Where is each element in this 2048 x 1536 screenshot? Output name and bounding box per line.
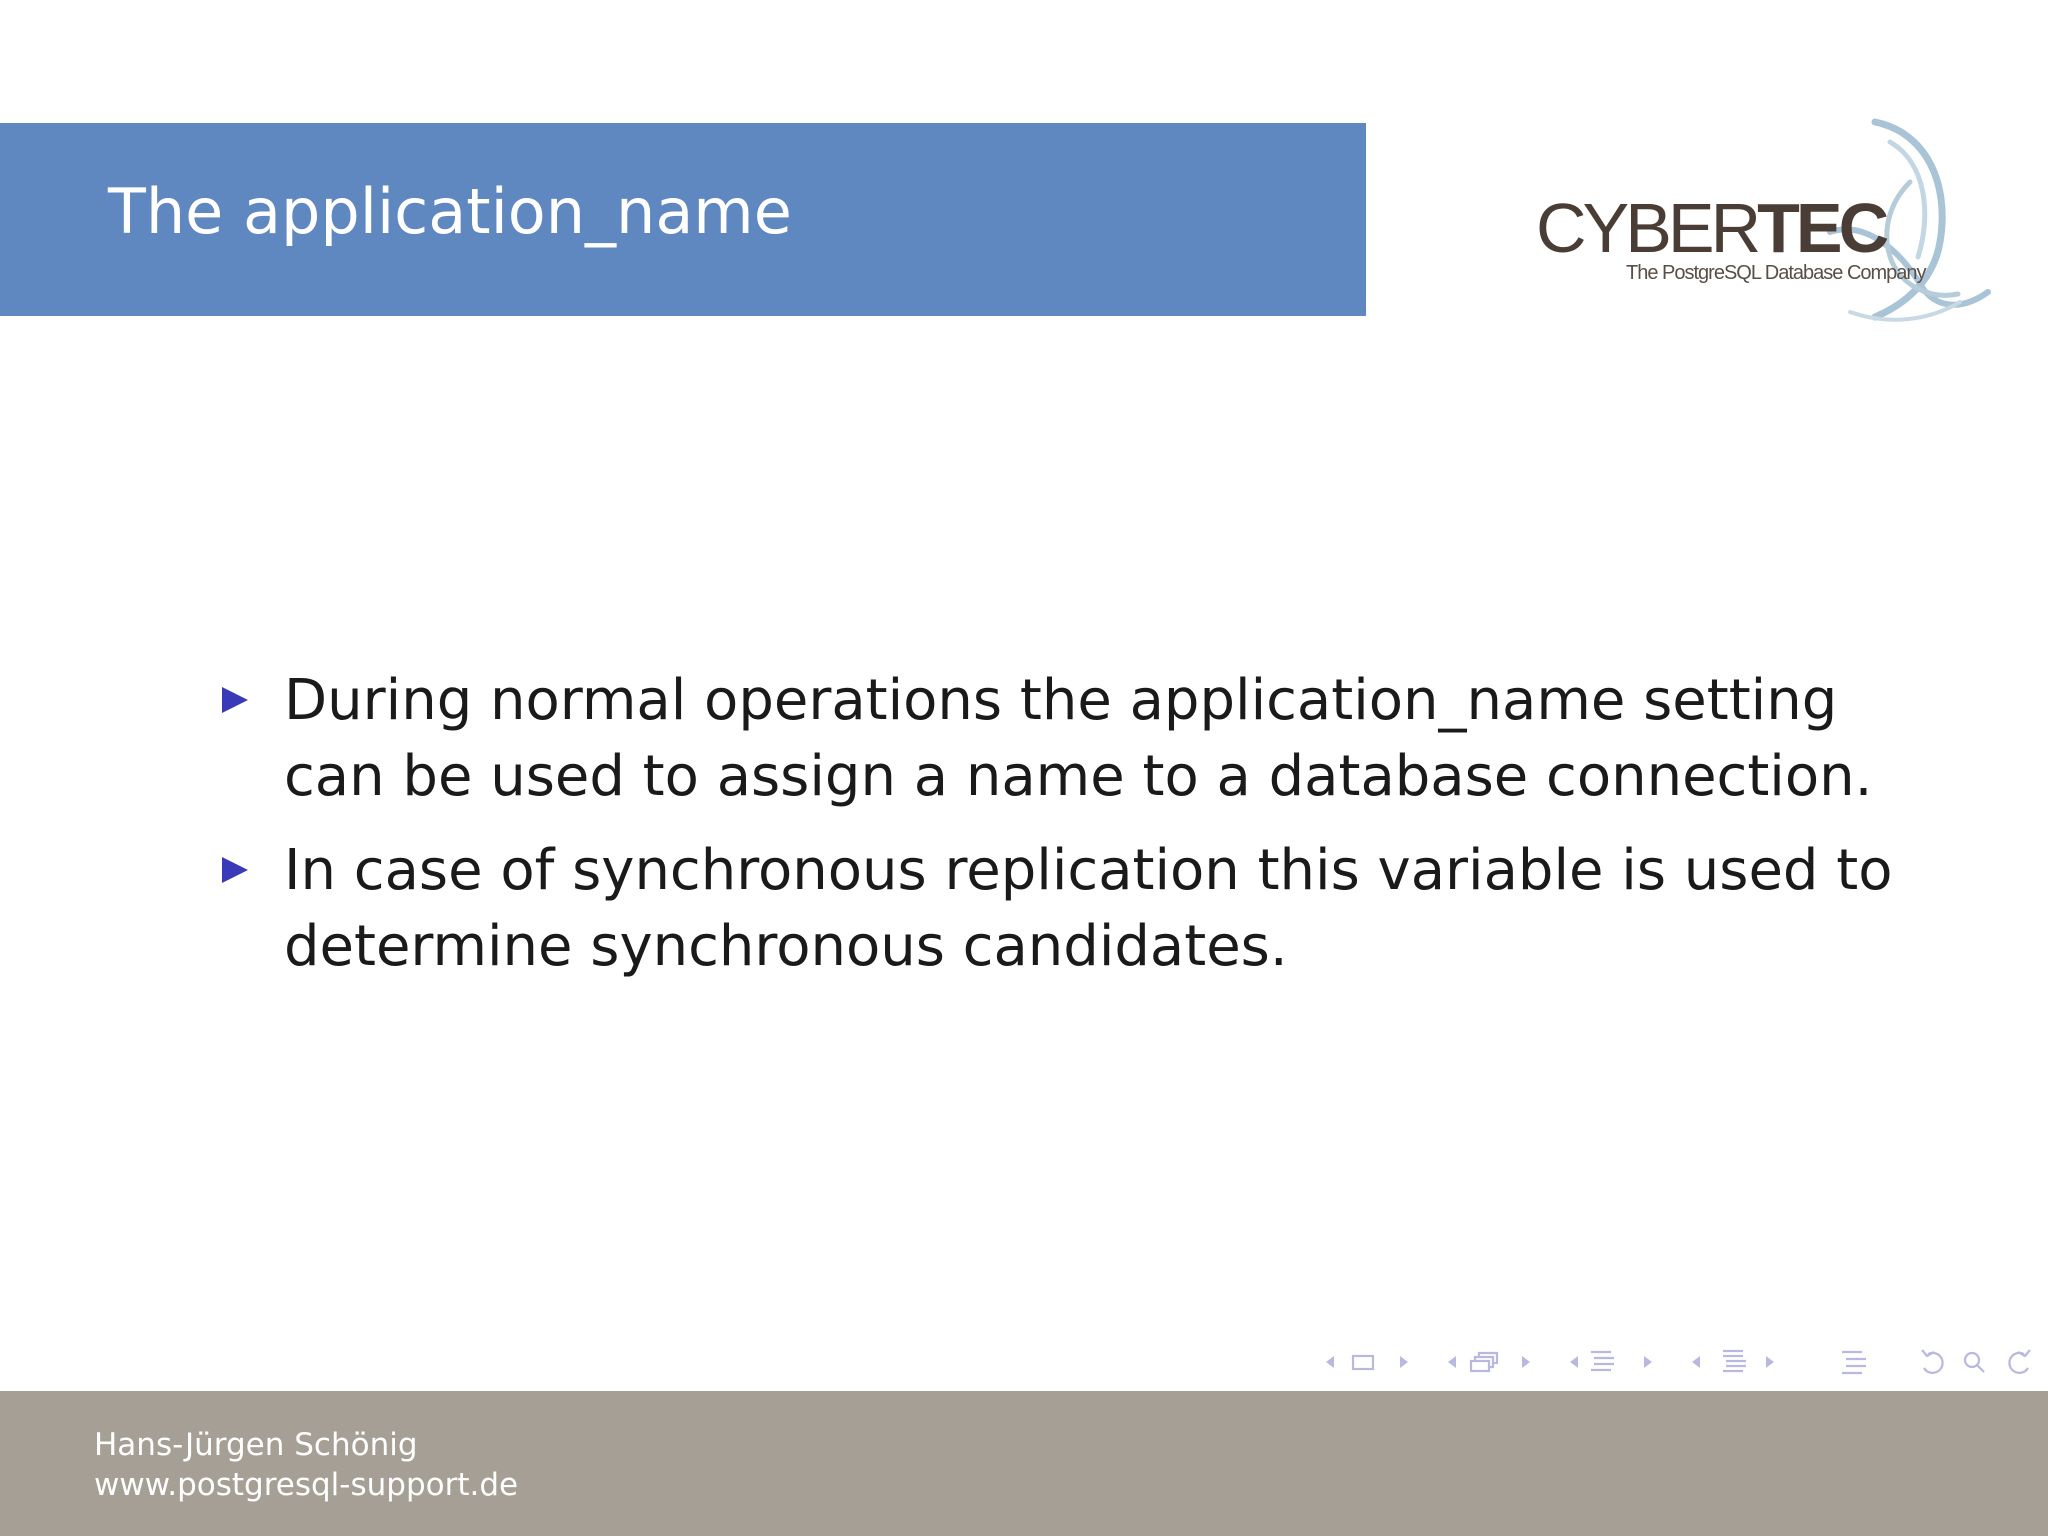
- logo-wordmark: [1536, 188, 1885, 268]
- triangle-bullet-icon: [222, 857, 248, 883]
- next-frame-arrow-icon[interactable]: [1400, 1356, 1408, 1368]
- triangle-bullet-icon: [222, 687, 248, 713]
- prev-subsection-arrow-icon[interactable]: [1448, 1356, 1456, 1368]
- bullet-list: [220, 663, 1900, 1003]
- next-document-arrow-icon[interactable]: [1766, 1356, 1774, 1368]
- outline-icon[interactable]: [1842, 1352, 1866, 1373]
- footer-author: Hans-Jürgen Schönig: [94, 1427, 418, 1463]
- next-subsection-arrow-icon[interactable]: [1522, 1356, 1530, 1368]
- logo-word-bold: TEC: [1757, 189, 1886, 267]
- cybertec-logo: [1530, 112, 2000, 332]
- prev-frame-arrow-icon[interactable]: [1326, 1356, 1334, 1368]
- forward-icon[interactable]: [2009, 1350, 2030, 1373]
- prev-document-arrow-icon[interactable]: [1692, 1356, 1700, 1368]
- frame-icon[interactable]: [1353, 1356, 1373, 1369]
- subsection-icon[interactable]: [1471, 1353, 1497, 1371]
- search-icon[interactable]: [1965, 1353, 1984, 1372]
- document-icon[interactable]: [1723, 1351, 1746, 1371]
- section-icon[interactable]: [1591, 1352, 1614, 1370]
- bullet-item: [220, 833, 1900, 985]
- logo-word-light: CYBER: [1536, 189, 1758, 267]
- bullet-text: In case of synchronous replication this variable is used to determine synchronous candidates.: [284, 838, 1893, 979]
- bullet-text: During normal operations the application_name setting can be used to assign a name to a database connection.: [284, 668, 1873, 809]
- bullet-item: [220, 663, 1900, 815]
- logo-tagline: The PostgreSQL Database Company: [1626, 262, 1926, 284]
- slide-title: The application_name: [108, 175, 792, 248]
- next-section-arrow-icon[interactable]: [1644, 1356, 1652, 1368]
- footer-url: www.postgresql-support.de: [94, 1467, 519, 1503]
- back-icon[interactable]: [1922, 1350, 1943, 1373]
- beamer-navigation-bar: [1310, 1342, 2038, 1382]
- prev-section-arrow-icon[interactable]: [1570, 1356, 1578, 1368]
